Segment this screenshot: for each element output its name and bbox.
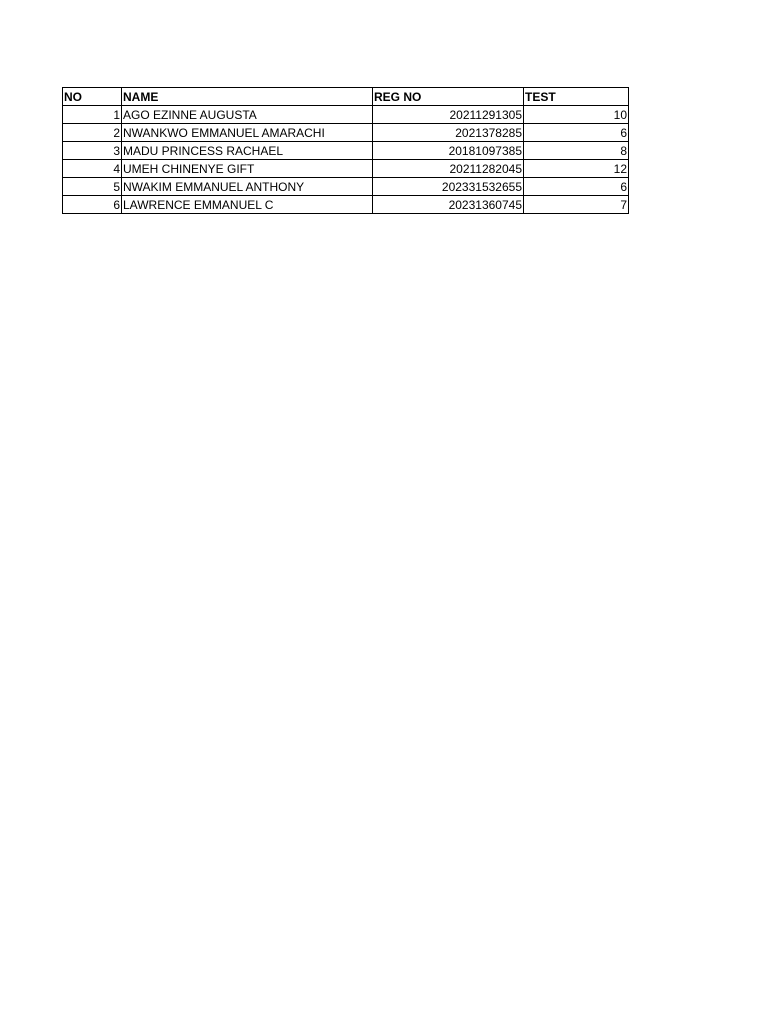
cell-test: 10 — [524, 106, 629, 124]
header-row — [63, 88, 629, 106]
cell-test: 12 — [524, 160, 629, 178]
table-row — [63, 124, 629, 142]
cell-test: 8 — [524, 142, 629, 160]
cell-test: 6 — [524, 178, 629, 196]
header-reg-no: REG NO — [373, 88, 524, 106]
cell-reg-no: 20211282045 — [373, 160, 524, 178]
cell-no: 3 — [63, 142, 122, 160]
cell-name: AGO EZINNE AUGUSTA — [122, 106, 373, 124]
cell-name: UMEH CHINENYE GIFT — [122, 160, 373, 178]
cell-reg-no: 20231360745 — [373, 196, 524, 214]
cell-no: 1 — [63, 106, 122, 124]
results-table — [62, 87, 629, 214]
cell-no: 6 — [63, 196, 122, 214]
cell-test: 6 — [524, 124, 629, 142]
cell-test: 7 — [524, 196, 629, 214]
cell-name: NWANKWO EMMANUEL AMARACHI — [122, 124, 373, 142]
header-name: NAME — [122, 88, 373, 106]
cell-no: 4 — [63, 160, 122, 178]
cell-no: 5 — [63, 178, 122, 196]
cell-reg-no: 20181097385 — [373, 142, 524, 160]
table-row — [63, 160, 629, 178]
table-row — [63, 196, 629, 214]
cell-reg-no: 20211291305 — [373, 106, 524, 124]
header-no: NO — [63, 88, 122, 106]
table-row — [63, 178, 629, 196]
table-row — [63, 106, 629, 124]
cell-name: MADU PRINCESS RACHAEL — [122, 142, 373, 160]
cell-reg-no: 202331532655 — [373, 178, 524, 196]
cell-name: NWAKIM EMMANUEL ANTHONY — [122, 178, 373, 196]
cell-no: 2 — [63, 124, 122, 142]
cell-name: LAWRENCE EMMANUEL C — [122, 196, 373, 214]
header-test: TEST — [524, 88, 629, 106]
table-row — [63, 142, 629, 160]
cell-reg-no: 2021378285 — [373, 124, 524, 142]
